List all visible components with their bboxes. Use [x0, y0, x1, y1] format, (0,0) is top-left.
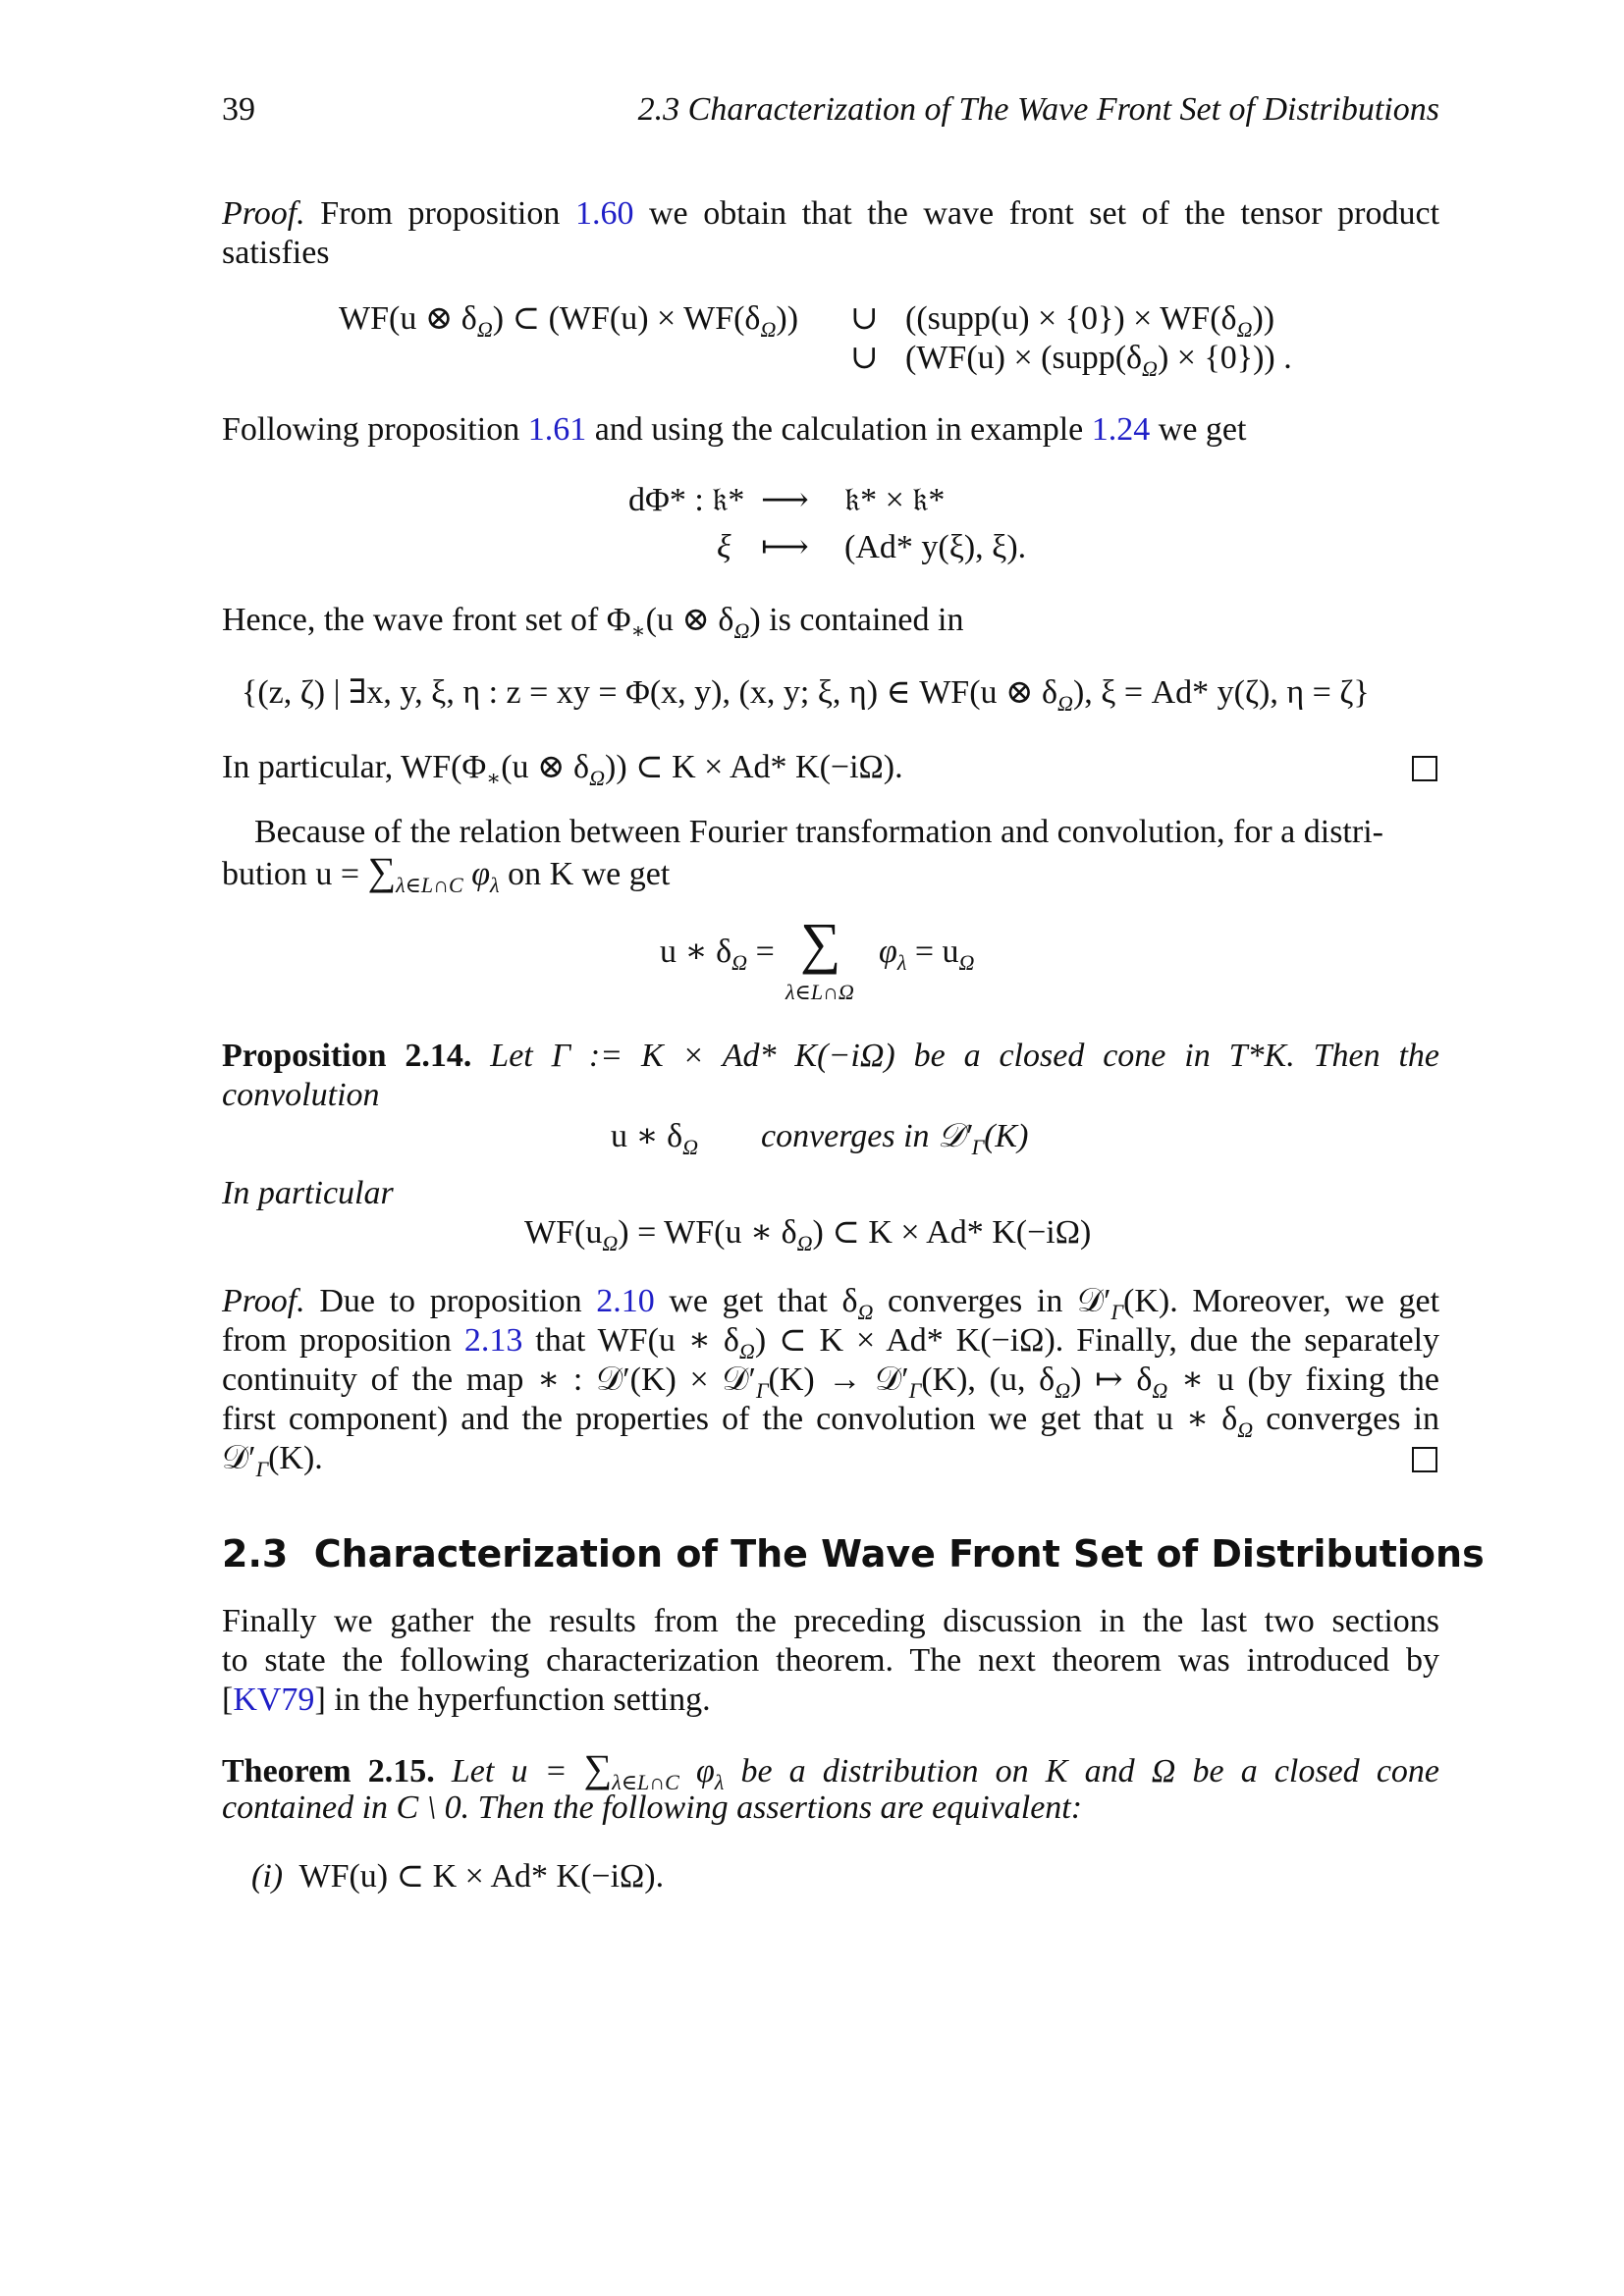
ref-prop-1-60[interactable]: 1.60: [574, 195, 634, 232]
ref-prop-2-13[interactable]: 2.13: [463, 1322, 523, 1359]
sum-index: λ∈L∩Ω: [785, 980, 854, 1004]
qed-box: [1412, 756, 1437, 781]
page-number: 39: [222, 91, 255, 128]
eq-wf-tensor-line1: WF(u ⊗ $\delta_\Omega$) ⊂ $(WF(u) \times WF(\delta_\Omega))$: [339, 300, 799, 342]
eq-wf-tensor-line1-rhs: ((supp(u) × $\{0\}) \times WF(\delta_\Omega)$): [905, 300, 1275, 342]
prop214-display2: $WF(u_\Omega) = WF(u$ ∗ $\delta_\Omega$) ⊂ K × Ad* K(−iΩ): [524, 1214, 1092, 1255]
prop214-line1: Proposition 2.14. Let Γ := K × Ad* K(−iΩ) be a closed cone in T*K. Then the: [222, 1038, 1439, 1074]
union-symbol: ∪: [850, 300, 879, 337]
thm215-label: Theorem 2.15.: [222, 1753, 435, 1789]
prop214-display-rhs: converges in $𝒟'_\Gamma(K)$: [761, 1118, 1029, 1159]
section-number: 2.3: [222, 1532, 289, 1575]
prop214-display-lhs: u ∗ $\delta_\Omega$: [611, 1118, 699, 1159]
following-line: Following proposition 1.61 and using the calculation in example 1.24 we get: [222, 411, 1247, 448]
conv-line1: Because of the relation between Fourier transformation and convolution, for a distri-: [254, 814, 1383, 850]
proof2-line2: from proposition 2.13 that WF(u ∗ $\delta_\Omega$) ⊂ K × Ad* K(−iΩ). Finally, due the separately: [222, 1322, 1440, 1363]
thm215-line2: contained in C \ 0. Then the following assertions are equivalent:: [222, 1789, 1083, 1826]
conv-line2: bution $u = \sum_{\lambda\in L\cap C}$ $\varphi_\lambda$ on K we get: [222, 849, 671, 897]
intro-line3: [KV79] in the hyperfunction setting.: [222, 1682, 711, 1718]
ref-example-1-24[interactable]: 1.24: [1091, 411, 1151, 448]
intro-line1: Finally we gather the results from the preceding discussion in the last two sections: [222, 1603, 1439, 1639]
sum-display-rhs: $\varphi_\lambda = u_\Omega$: [879, 934, 975, 975]
proof1-line2: satisfies: [222, 235, 330, 271]
running-header: 2.3 Characterization of The Wave Front Set of Distributions: [637, 91, 1439, 128]
union-symbol: ∪: [850, 340, 879, 376]
thm215-item-i: (i) WF(u) ⊂ K × Ad* K(−iΩ).: [251, 1858, 665, 1895]
prop214-label: Proposition 2.14.: [222, 1038, 472, 1074]
intro-line2: to state the following characterization theorem. The next theorem was introduced by: [222, 1642, 1439, 1679]
map2-arrow: ⟼: [761, 529, 809, 565]
ref-prop-2-10[interactable]: 2.10: [596, 1283, 655, 1319]
map-rhs: 𝔨* × 𝔨*: [844, 482, 946, 518]
proof1-line1: Proof. From proposition 1.60 we obtain that the wave front set of the tensor product: [222, 195, 1440, 232]
in-particular-line: In particular, $WF(\Phi_∗(u$ ⊗ $\delta_\Omega$)) ⊂ K × Ad* K(−iΩ).: [222, 749, 903, 790]
proof2-line3: continuity of the map ∗ : 𝒟′(K) × $𝒟'_\Gamma(K)$ → $𝒟'_\Gamma(K)$, (u, $\delta_\Omega$) ↦ $\delta_\Omega$ ∗ u (by fixing the: [222, 1362, 1440, 1403]
citation-kv79[interactable]: KV79: [233, 1682, 315, 1718]
proof2-line4: first component) and the properties of the convolution we get that u ∗ $\delta_\Omega$ converges in: [222, 1401, 1439, 1442]
ref-prop-1-61[interactable]: 1.61: [527, 411, 587, 448]
proof-label: Proof.: [222, 195, 305, 232]
proof2-line5: $𝒟'_\Gamma(K)$.: [222, 1440, 323, 1481]
map-arrow: ⟶: [761, 482, 809, 518]
map2-rhs: (Ad* y(ξ), ξ).: [844, 529, 1027, 565]
section-heading: [222, 1531, 1485, 1576]
in-particular-label: In particular: [222, 1175, 394, 1211]
sum-display-lhs: u ∗ $\delta_\Omega$ =: [660, 934, 775, 975]
map-lhs: dΦ* : 𝔨*: [628, 482, 745, 518]
thm215-line1: Theorem 2.15. Let $u = \sum_{\lambda\in L\cap C}$ $\varphi_\lambda$ be a distribution on K and Ω be a closed cone: [222, 1746, 1440, 1794]
set-equation: {(z, ζ) | ∃x, y, ξ, η : z = xy = Φ(x, y), (x, y; ξ, η) ∈ WF(u ⊗ $\delta_\Omega$), ξ = Ad* y(ζ), η = ζ}: [242, 674, 1370, 716]
hence-line: Hence, the wave front set of $\Phi_∗(u$ ⊗ $\delta_\Omega$) is contained in: [222, 602, 964, 643]
sum-symbol: ∑: [800, 911, 841, 975]
qed-box: [1412, 1447, 1437, 1472]
section-title: Characterization of The Wave Front Set of Distributions: [313, 1532, 1485, 1575]
map2-lhs: ξ: [717, 529, 731, 565]
eq-wf-tensor-line2-rhs: $(WF(u) \times (supp(\delta_\Omega) \times \{0\}))$ .: [905, 340, 1292, 381]
proof2-line1: Proof. Due to proposition 2.10 we get that $\delta_\Omega$ converges in $𝒟'_\Gamma(K)$. Moreover, we get: [222, 1283, 1440, 1324]
prop214-line2: convolution: [222, 1077, 380, 1113]
